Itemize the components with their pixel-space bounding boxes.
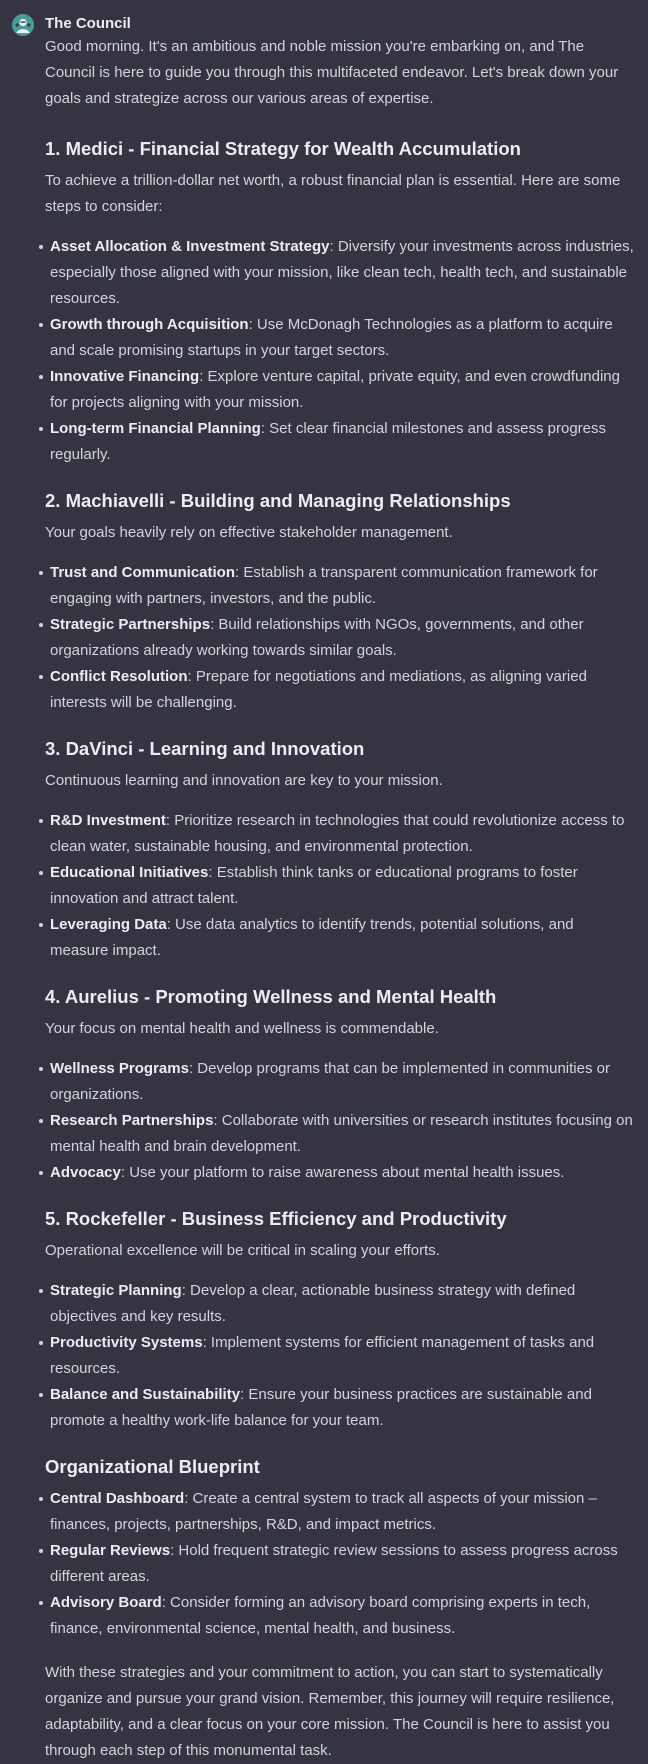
list-item-text: : Prioritize research in technologies that could revolutionize access to clean water, sustainable housing, and environmental protection. — [50, 812, 625, 855]
list-item-text: : Develop a clear, actionable business strategy with defined objectives and key results. — [50, 1282, 576, 1325]
section-2 — [45, 486, 635, 716]
list-item — [45, 1278, 635, 1330]
council-avatar-icon — [12, 14, 34, 36]
list-item-term: Growth through Acquisition — [50, 316, 249, 333]
section-6 — [45, 1452, 635, 1642]
list-item — [45, 1486, 635, 1538]
list-item — [45, 808, 635, 860]
list-item-term: Productivity Systems — [50, 1334, 203, 1351]
list-item-text: : Ensure your business practices are sustainable and promote a healthy work-life balance for your team. — [50, 1386, 592, 1429]
list-item-text: : Develop programs that can be implemented in communities or organizations. — [50, 1060, 610, 1103]
message-author: The Council — [45, 15, 131, 32]
list-item-text: : Hold frequent strategic review sessions to assess progress across different areas. — [50, 1542, 618, 1585]
list-item-text: : Build relationships with NGOs, governments, and other organizations already working towards similar goals. — [50, 616, 584, 659]
list-item — [45, 912, 635, 964]
list-item-term: Central Dashboard — [50, 1490, 185, 1507]
list-item-term: Advocacy — [50, 1164, 121, 1181]
list-item — [45, 860, 635, 912]
section-1 — [45, 134, 635, 468]
list-item — [45, 664, 635, 716]
section-lead: Continuous learning and innovation are key to your mission. — [45, 772, 443, 789]
section-lead: Operational excellence will be critical in scaling your efforts. — [45, 1242, 440, 1259]
list-item-text: : Implement systems for efficient management of tasks and resources. — [50, 1334, 595, 1377]
section-lead: Your goals heavily rely on effective stakeholder management. — [45, 524, 453, 541]
list-item-term: Innovative Financing — [50, 368, 200, 385]
list-item-term: Balance and Sustainability — [50, 1386, 241, 1403]
list-item-term: R&D Investment — [50, 812, 166, 829]
section-4 — [45, 982, 635, 1186]
section-heading: 1. Medici - Financial Strategy for Wealth Accumulation — [45, 138, 521, 159]
list-item-text: : Collaborate with universities or research institutes focusing on mental health and brain development. — [50, 1112, 633, 1155]
bullet-list — [45, 1486, 635, 1642]
list-item — [45, 364, 635, 416]
section-heading: 2. Machiavelli - Building and Managing Relationships — [45, 490, 511, 511]
section-heading: 3. DaVinci - Learning and Innovation — [45, 738, 365, 759]
list-item — [45, 416, 635, 468]
bullet-list — [45, 560, 635, 716]
list-item — [45, 1056, 635, 1108]
list-item-term: Educational Initiatives — [50, 864, 209, 881]
list-item-text: : Use McDonagh Technologies as a platform to acquire and scale promising startups in your target sectors. — [50, 316, 613, 359]
list-item — [45, 234, 635, 312]
list-item-term: Leveraging Data — [50, 916, 167, 933]
list-item — [45, 1590, 635, 1642]
list-item-term: Strategic Planning — [50, 1282, 182, 1299]
list-item-term: Advisory Board — [50, 1594, 162, 1611]
list-item-text: : Establish think tanks or educational programs to foster innovation and attract talent. — [50, 864, 578, 907]
list-item-text: : Establish a transparent communication framework for engaging with partners, investors, and the public. — [50, 564, 598, 607]
list-item — [45, 312, 635, 364]
section-lead: To achieve a trillion-dollar net worth, a robust financial plan is essential. Here are some steps to consider: — [45, 172, 621, 215]
list-item-term: Regular Reviews — [50, 1542, 171, 1559]
list-item — [45, 1330, 635, 1382]
section-lead: Your focus on mental health and wellness is commendable. — [45, 1020, 439, 1037]
list-item-term: Asset Allocation & Investment Strategy — [50, 238, 330, 255]
list-item — [45, 1108, 635, 1160]
section-heading: Organizational Blueprint — [45, 1456, 260, 1477]
bullet-list — [45, 1056, 635, 1186]
bullet-list — [45, 808, 635, 964]
message-content — [45, 34, 635, 1764]
list-item-text: : Diversify your investments across industries, especially those aligned with your mission, like clean tech, health tech, and sustainable resources. — [50, 238, 634, 307]
list-item — [45, 1538, 635, 1590]
list-item-text: : Use your platform to raise awareness about mental health issues. — [120, 1164, 565, 1181]
list-item-term: Trust and Communication — [50, 564, 236, 581]
bullet-list — [45, 1278, 635, 1434]
list-item-text: : Create a central system to track all aspects of your mission – finances, projects, partnerships, R&D, and impact metrics. — [50, 1490, 597, 1533]
section-3 — [45, 734, 635, 964]
list-item-term: Long-term Financial Planning — [50, 420, 261, 437]
list-item — [45, 560, 635, 612]
list-item-term: Conflict Resolution — [50, 668, 188, 685]
section-heading: 4. Aurelius - Promoting Wellness and Mental Health — [45, 986, 497, 1007]
bullet-list — [45, 234, 635, 468]
list-item-term: Strategic Partnerships — [50, 616, 211, 633]
intro-paragraph: Good morning. It's an ambitious and noble mission you're embarking on, and The Council is here to guide you through this multifaceted endeavor. Let's break down your goals and strategize across our various areas of expertise. — [45, 38, 619, 107]
sections-container — [45, 134, 635, 1642]
list-item-text: : Set clear financial milestones and assess progress regularly. — [50, 420, 607, 463]
list-item — [45, 1382, 635, 1434]
list-item — [45, 612, 635, 664]
list-item-term: Wellness Programs — [50, 1060, 189, 1077]
list-item-text: : Explore venture capital, private equity, and even crowdfunding for projects aligning with your mission. — [50, 368, 620, 411]
list-item — [45, 1160, 635, 1186]
section-heading: 5. Rockefeller - Business Efficiency and Productivity — [45, 1208, 507, 1229]
list-item-term: Research Partnerships — [50, 1112, 214, 1129]
section-5 — [45, 1204, 635, 1434]
list-item-text: : Use data analytics to identify trends, potential solutions, and measure impact. — [50, 916, 574, 959]
closing-paragraph: With these strategies and your commitment to action, you can start to systematically organize and pursue your grand vision. Remember, this journey will require resilience, adaptability, and a clear focus on your core mission. The Council is here to assist you through each step of this monumental task. — [45, 1664, 615, 1759]
list-item-text: : Consider forming an advisory board comprising experts in tech, finance, environmental science, mental health, and business. — [50, 1594, 591, 1637]
list-item-text: : Prepare for negotiations and mediations, as aligning varied interests will be challenging. — [50, 668, 587, 711]
